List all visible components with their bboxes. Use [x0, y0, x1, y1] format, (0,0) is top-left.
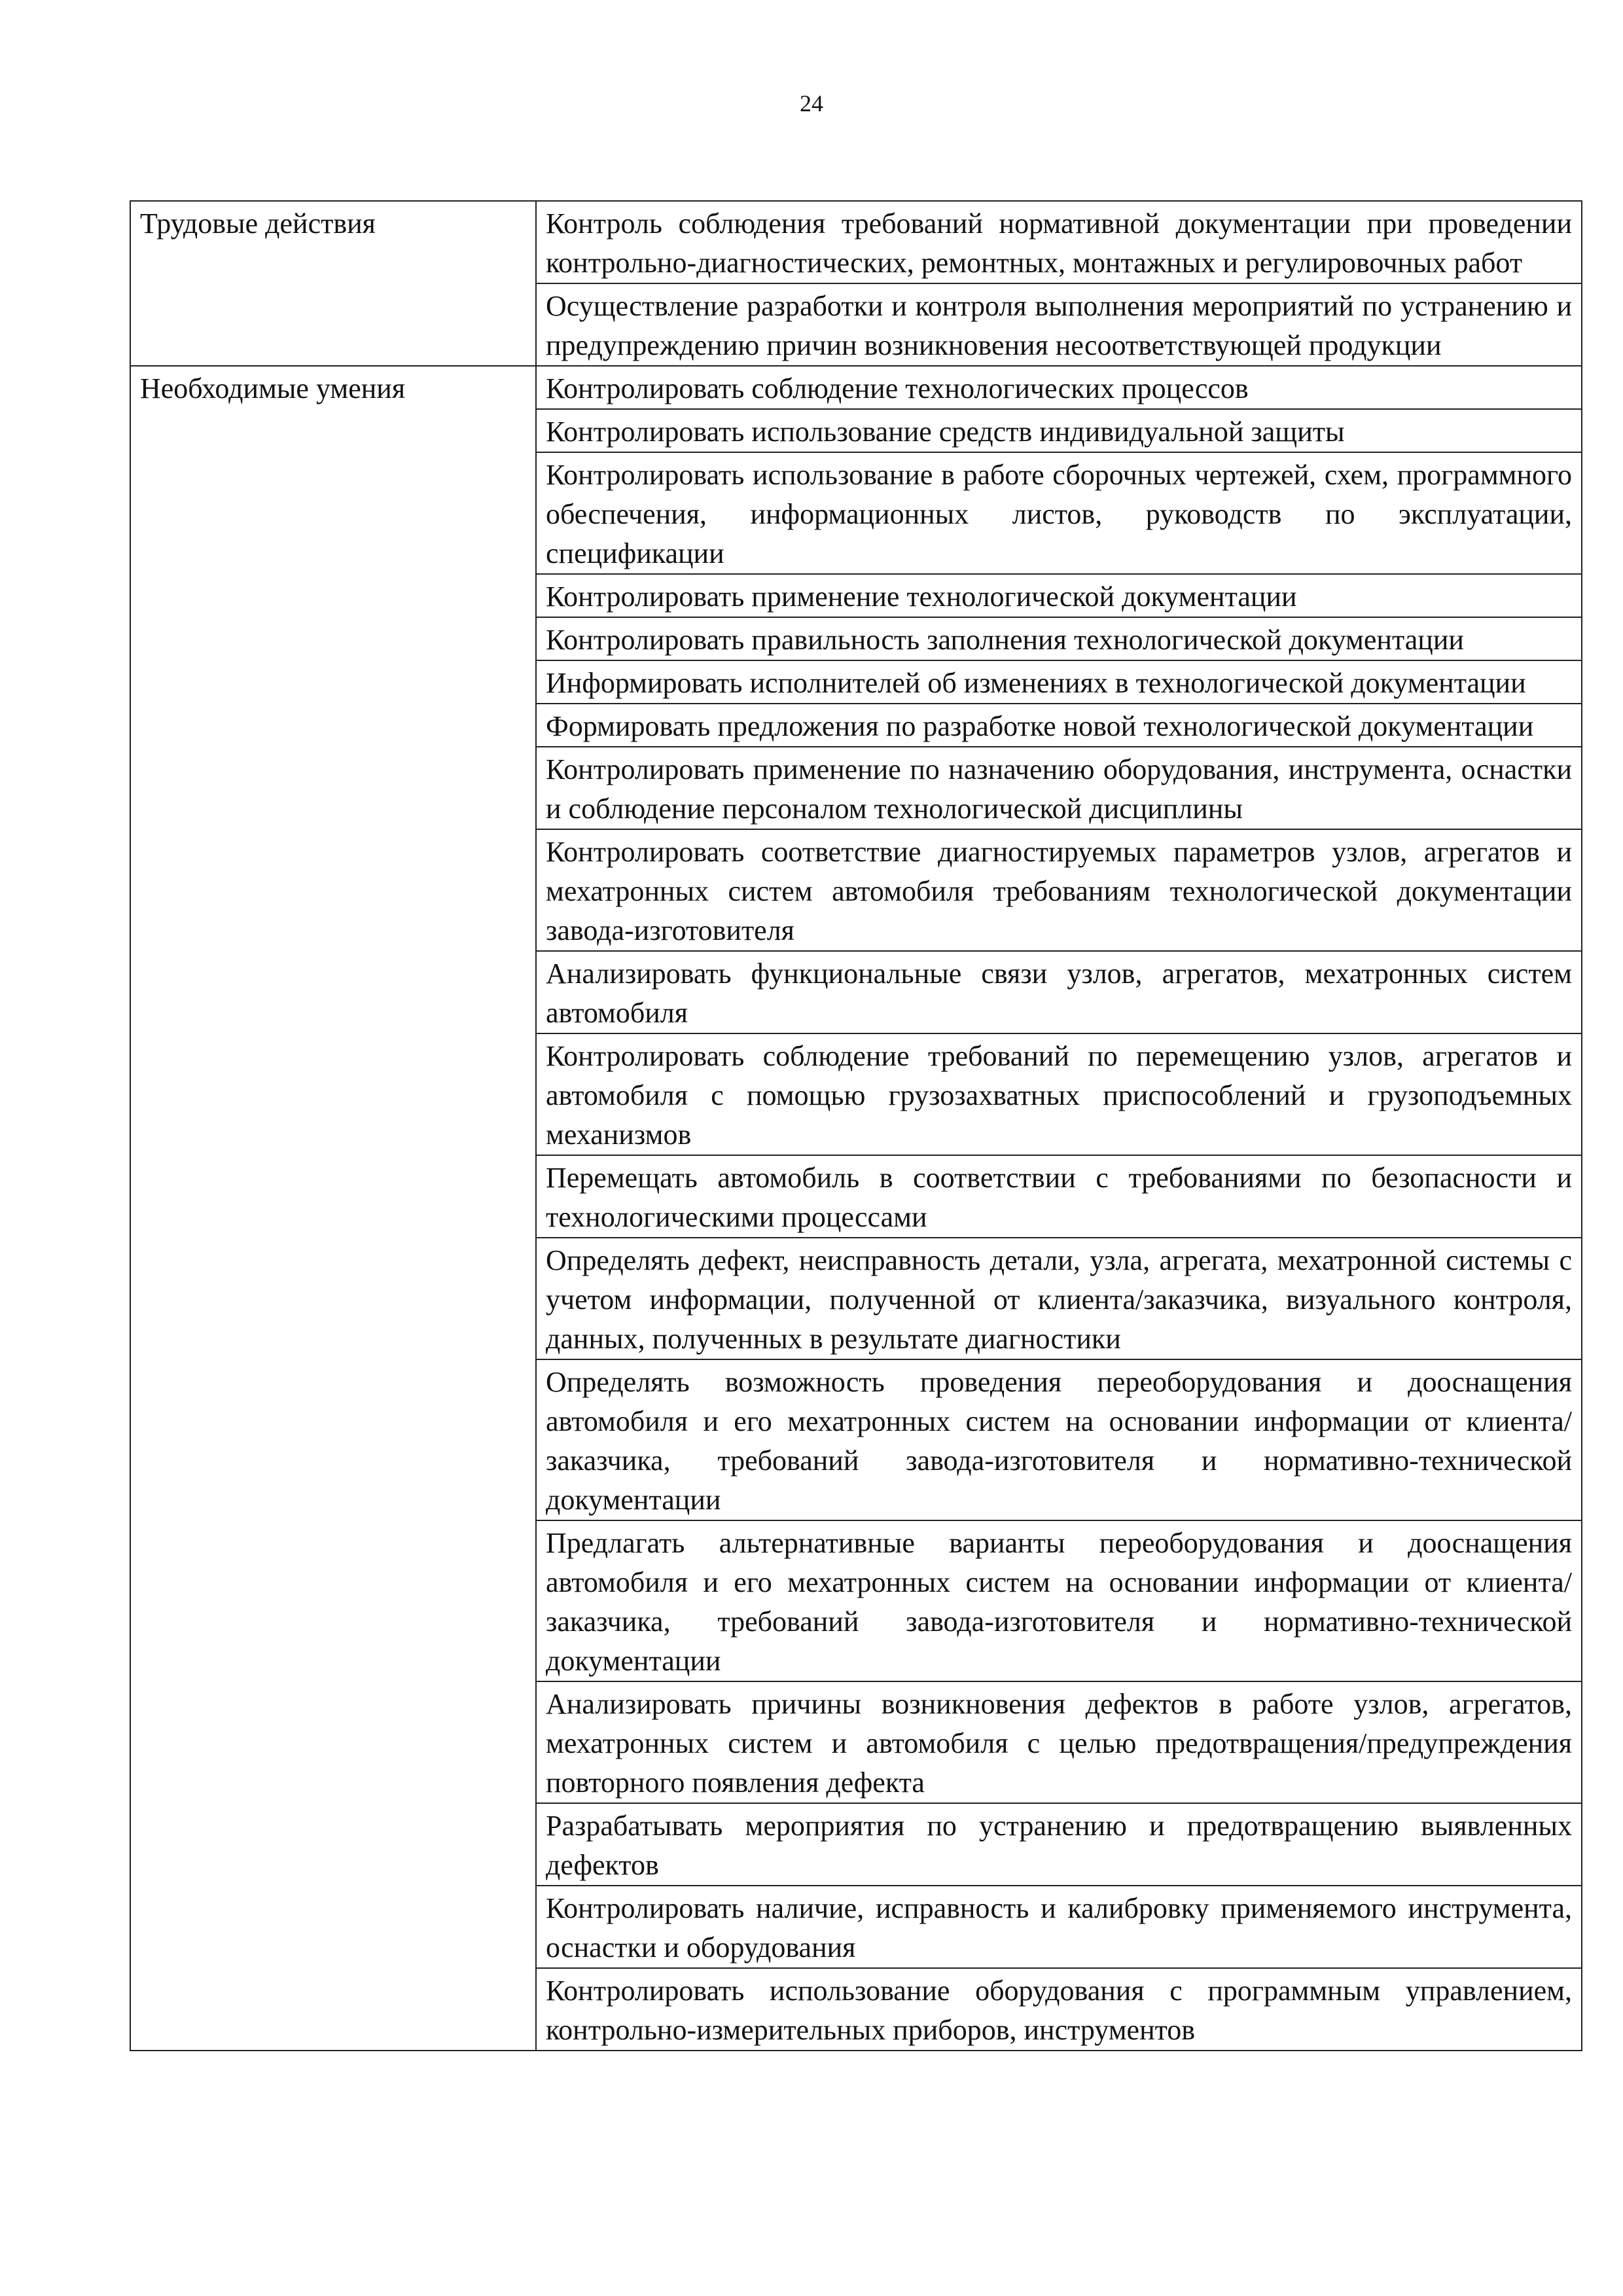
page-number: 24 [800, 90, 823, 117]
table-cell-text: Определять возможность проведения переоборудования и дооснащения автомобиля и его мехатронных систем на основании информации от клиента/заказчика, требований завода-изготовителя и нормативно-технической документации [536, 1359, 1582, 1520]
table-cell-text: Контролировать соблюдение требований по перемещению узлов, агрегатов и автомобиля с помощью грузозахватных приспособлений и грузоподъемных механизмов [536, 1033, 1582, 1155]
table-cell-text: Контролировать соблюдение технологических процессов [536, 366, 1582, 409]
table-cell-text: Информировать исполнителей об изменениях в технологической документации [536, 660, 1582, 704]
table-cell-text: Определять дефект, неисправность детали, узла, агрегата, мехатронной системы с учетом информации, полученной от клиента/заказчика, визуального контроля, данных, полученных в результате диагностики [536, 1238, 1582, 1359]
section-label-labor-actions: Трудовые действия [130, 201, 536, 366]
table-cell-text: Контролировать соответствие диагностируемых параметров узлов, агрегатов и мехатронных систем автомобиля требованиям технологической документации завода-изготовителя [536, 829, 1582, 951]
table-cell-text: Контролировать правильность заполнения технологической документации [536, 617, 1582, 660]
table-cell-text: Осуществление разработки и контроля выполнения мероприятий по устранению и предупреждению причин возникновения несоответствующей продукции [536, 283, 1582, 366]
table-cell-text: Разрабатывать мероприятия по устранению и предотвращению выявленных дефектов [536, 1803, 1582, 1886]
table-cell-text: Анализировать функциональные связи узлов, агрегатов, мехатронных систем автомобиля [536, 951, 1582, 1033]
table-cell-text: Контролировать применение технологической документации [536, 574, 1582, 617]
table-cell-text: Анализировать причины возникновения дефектов в работе узлов, агрегатов, мехатронных систем и автомобиля с целью предотвращения/предупреждения повторного появления дефекта [536, 1681, 1582, 1803]
table-cell-text: Контролировать применение по назначению оборудования, инструмента, оснастки и соблюдение персоналом технологической дисциплины [536, 747, 1582, 829]
table-cell-text: Контроль соблюдения требований нормативной документации при проведении контрольно-диагностических, ремонтных, монтажных и регулировочных работ [536, 201, 1582, 283]
table-cell-text: Предлагать альтернативные варианты переоборудования и дооснащения автомобиля и его мехатронных систем на основании информации от клиента/заказчика, требований завода-изготовителя и нормативно-технической документации [536, 1520, 1582, 1681]
table-cell-text: Формировать предложения по разработке новой технологической документации [536, 704, 1582, 747]
requirements-table [130, 200, 1582, 2051]
table-cell-text: Контролировать использование в работе сборочных чертежей, схем, программного обеспечения, информационных листов, руководств по эксплуатации, спецификации [536, 452, 1582, 574]
table-row [130, 201, 1582, 283]
section-label-required-skills: Необходимые умения [130, 366, 536, 2051]
table-cell-text: Контролировать наличие, исправность и калибровку применяемого инструмента, оснастки и оборудования [536, 1886, 1582, 1968]
table-cell-text: Перемещать автомобиль в соответствии с требованиями по безопасности и технологическими процессами [536, 1155, 1582, 1238]
table-row [130, 366, 1582, 409]
table-cell-text: Контролировать использование оборудования с программным управлением, контрольно-измерительных приборов, инструментов [536, 1968, 1582, 2051]
table-cell-text: Контролировать использование средств индивидуальной защиты [536, 409, 1582, 452]
